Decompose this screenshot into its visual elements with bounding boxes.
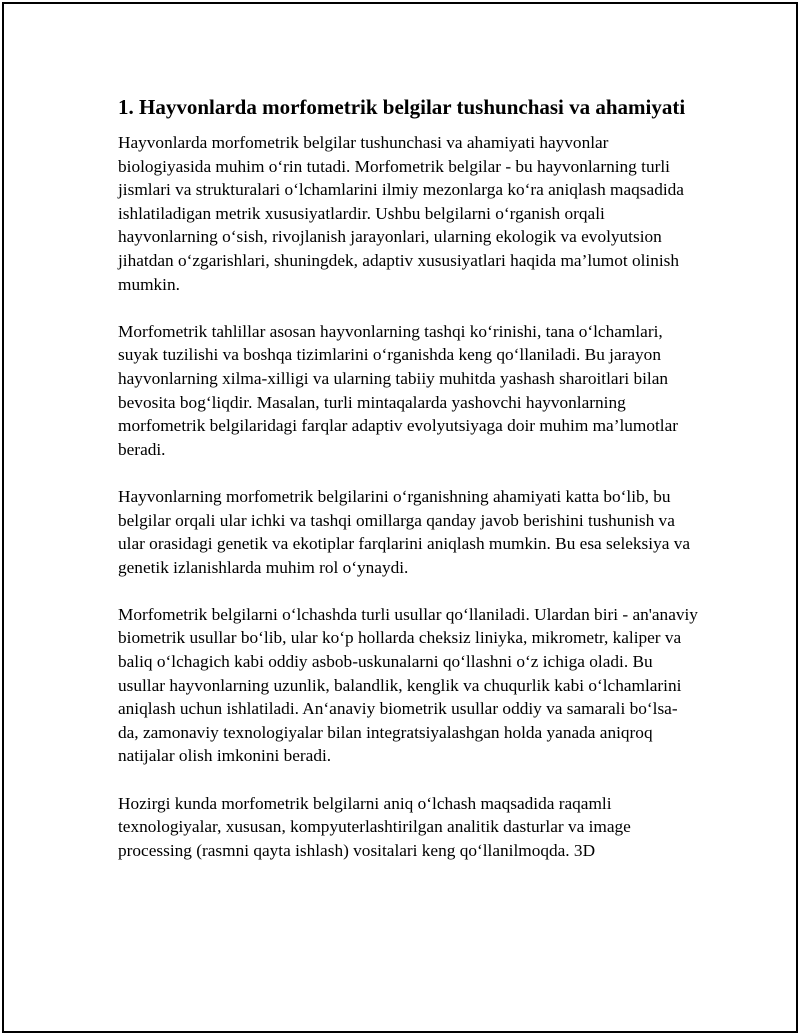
- paragraph-3: Hayvonlarning morfometrik belgilarini o‘rganishning ahamiyati katta bo‘lib, bu belgilar orqali ular ichki va tashqi omillarga qanday javob berishini tushunish va ular orasidagi genetik va ekotiplar farqlarini aniqlash mumkin. Bu esa seleksiya va genetik izlanishlarda muhim rol o‘ynaydi.: [118, 486, 691, 577]
- paragraph-5: Hozirgi kunda morfometrik belgilarni aniq o‘lchash maqsadida raqamli texnologiyalar, xususan, kompyuterlashtirilgan analitik dasturlar va image processing (rasmni qayta ishlash) vositalari keng qo‘llanilmoqda. 3D: [118, 793, 631, 860]
- document-body: [118, 94, 698, 886]
- paragraph-4: Morfometrik belgilarni o‘lchashda turli usullar qo‘llaniladi. Ulardan biri - an'anaviy biometrik usullar bo‘lib, ular ko‘p hollarda cheksiz liniyka, mikrometr, kaliper va baliq o‘lchagich kabi oddiy asbob-uskunalarni qo‘llashni o‘z ichiga oladi. Bu usullar hayvonlarning uzunlik, balandlik, kenglik va chuqurlik kabi o‘lchamlarini aniqlash uchun ishlatiladi. An‘anaviy biometrik usullar oddiy va samarali bo‘lsa-da, zamonaviy texnologiyalar bilan integratsiyalashgan holda yanada aniqroq natijalar olish imkonini beradi.: [118, 604, 698, 766]
- paragraph-2: Morfometrik tahlillar asosan hayvonlarning tashqi ko‘rinishi, tana o‘lchamlari, suyak tuzilishi va boshqa tizimlarini o‘rganishda keng qo‘llaniladi. Bu jarayon hayvonlarning xilma-xilligi va ularning tabiiy muhitda yashash sharoitlari bilan bevosita bog‘liqdir. Masalan, turli mintaqalarda yashovchi hayvonlarning morfometrik belgilaridagi farqlar adaptiv evolyutsiyaga doir muhim ma’lumotlar beradi.: [118, 321, 679, 459]
- section-heading: 1. Hayvonlarda morfometrik belgilar tushunchasi va ahamiyati: [118, 95, 686, 119]
- paragraph-1: Hayvonlarda morfometrik belgilar tushunchasi va ahamiyati hayvonlar biologiyasida muhim o‘rin tutadi. Morfometrik belgilar - bu hayvonlarning turli jismlari va strukturalari o‘lchamlarini ilmiy mezonlarga ko‘ra aniqlash maqsadida ishlatiladigan metrik xususiyatlardir. Ushbu belgilarni o‘rganish orqali hayvonlarning o‘sish, rivojlanish jarayonlari, ularning ekologik va evolyutsion jihatdan o‘zgarishlari, shuningdek, adaptiv xususiyatlari haqida ma’lumot olinish mumkin.: [118, 133, 684, 294]
